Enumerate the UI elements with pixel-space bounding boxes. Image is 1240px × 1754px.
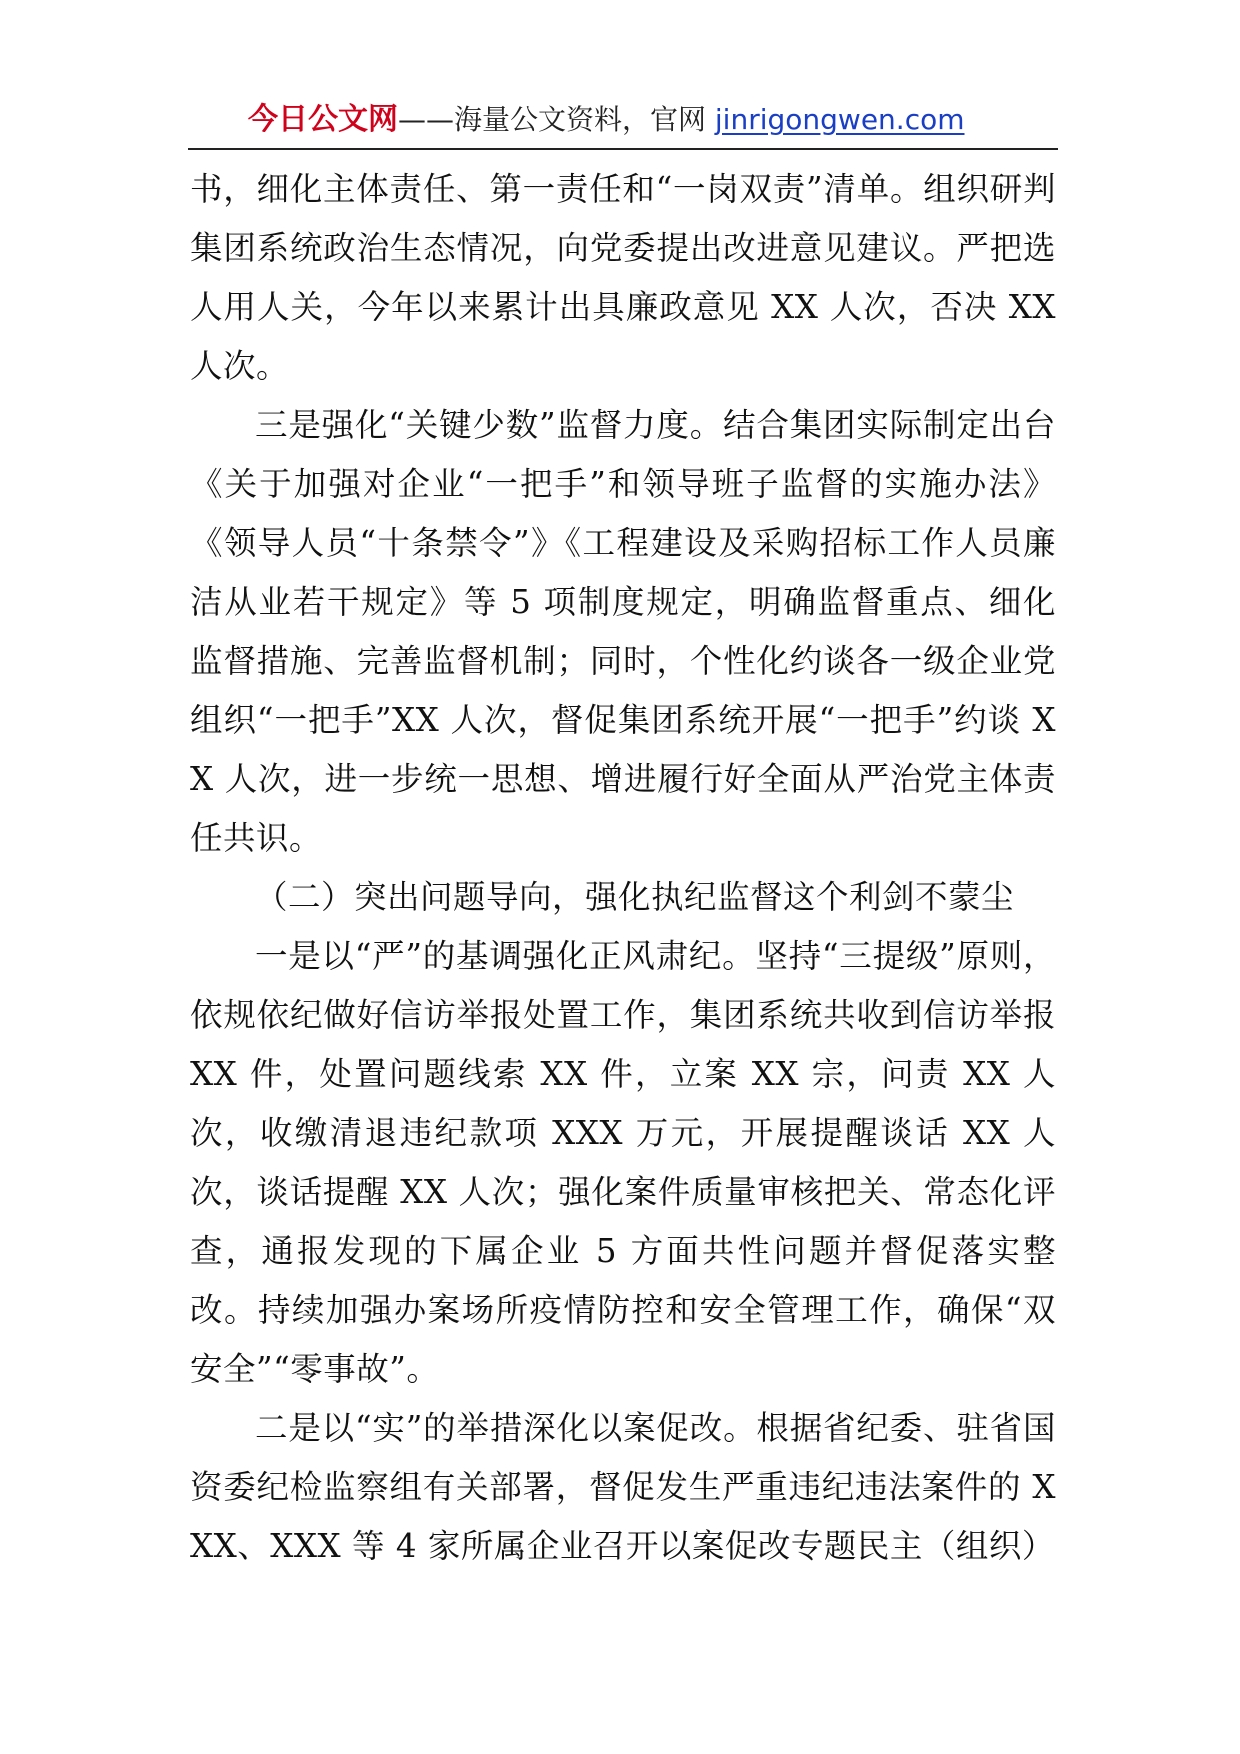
page-header bbox=[188, 100, 1058, 150]
paragraph-strict-discipline: 一是以“严”的基调强化正风肃纪。坚持“三提级”原则，依规依纪做好信访举报处置工作，集团系统共收到信访举报 XX 件，处置问题线索 XX 件，立案 XX 宗，问责 XX 人次，收缴清退违纪款项 XXX 万元，开展提醒谈话 XX 人次，谈话提醒 XX 人次；强化案件质量审核把关、常态化评查，通报发现的下属企业 5 方面共性问题并督促落实整改。持续加强办案场所疫情防控和安全管理工作，确保“双安全”“零事故”。 bbox=[190, 937, 1056, 1388]
paragraph-case-reform: 二是以“实”的举措深化以案促改。根据省纪委、驻省国资委纪检监察组有关部署，督促发生严重违纪违法案件的 XXX、XXX 等 4 家所属企业召开以案促改专题民主（组织） bbox=[190, 1409, 1056, 1565]
document-body bbox=[190, 160, 1056, 1576]
header-line bbox=[248, 100, 965, 140]
section-heading-2: （二）突出问题导向，强化执纪监督这个利剑不蒙尘 bbox=[255, 878, 1015, 916]
header-tagline: ——海量公文资料，官网 bbox=[398, 103, 715, 136]
website-link[interactable]: jinrigongwen.com bbox=[714, 103, 965, 136]
paragraph-continuation: 书，细化主体责任、第一责任和“一岗双责”清单。组织研判集团系统政治生态情况，向党委提出改进意见建议。严把选人用人关，今年以来累计出具廉政意见 XX 人次，否决 XX 人次。 bbox=[190, 170, 1056, 385]
brand-name: 今日公文网 bbox=[248, 102, 398, 137]
paragraph-key-minority: 三是强化“关键少数”监督力度。结合集团实际制定出台《关于加强对企业“一把手”和领导班子监督的实施办法》《领导人员“十条禁令”》《工程建设及采购招标工作人员廉洁从业若干规定》等 5 项制度规定，明确监督重点、细化监督措施、完善监督机制；同时，个性化约谈各一级企业党组织“一把手”XX 人次，督促集团系统开展“一把手”约谈 XX 人次，进一步统一思想、增进履行好全面从严治党主体责任共识。 bbox=[190, 406, 1056, 857]
